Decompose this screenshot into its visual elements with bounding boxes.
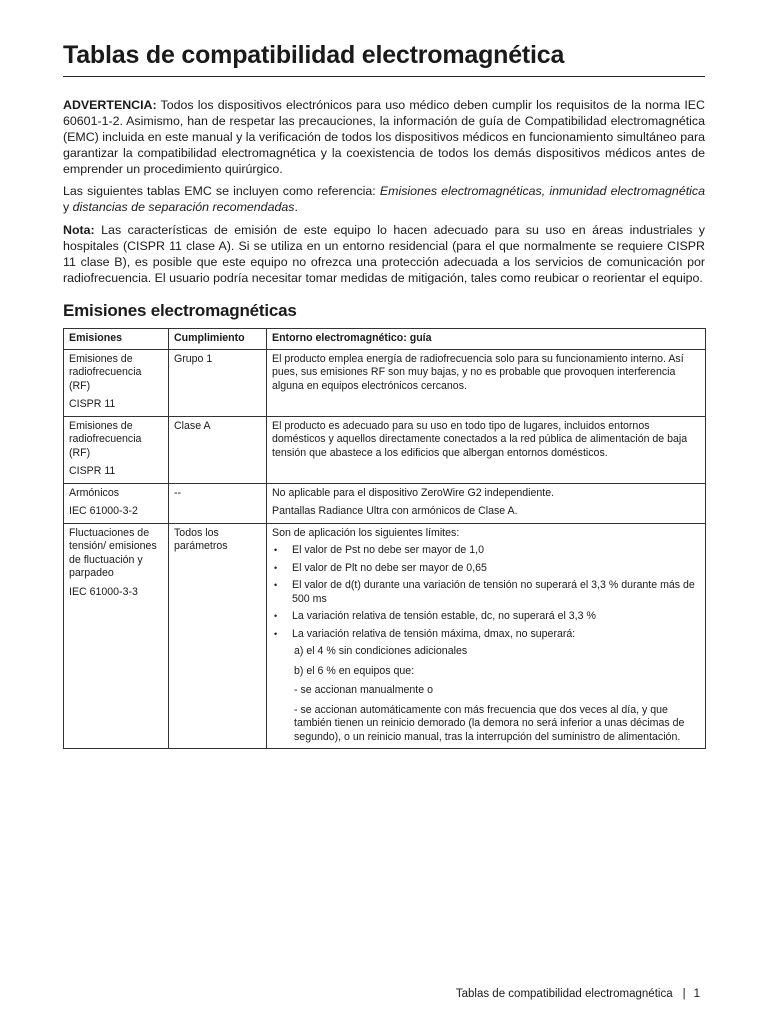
column-header-emissions: Emisiones [64,329,169,350]
note-text: Las características de emisión de este equipo lo hacen adecuado para su uso en áreas industriales y hospitales (CISPR 11 clase A). Si se utiliza en un entorno residencial (para el que normalmente se requiere CISPR 11 clase B), es posible que este equipo no ofrezca una protección adecuada a los servicios de comunicación por radiofrecuencia. El usuario podría necesitar tomar medidas de mitigación, tales como reubicar o reorientar el equipo. [63,223,705,285]
emissions-table [63,328,706,749]
guide-text: El producto emplea energía de radiofrecuencia solo para su funcionamiento interno. Así pues, sus emisiones RF son muy bajas, y no es probable que provoquen interferencia alguna en equipos electrónicos cercanos. [272,352,684,392]
warning-text: Todos los dispositivos electrónicos para uso médico deben cumplir los requisitos de la norma IEC 60601-1-2. Asimismo, han de respetar las precauciones, la información de guía de Compatibilidad electromagnética (EMC) incluida en este manual y la verificación de todos los dispositivos médicos en funcionamiento simultáneo para garantizar la compatibilidad electromagnética y la coexistencia de todos los demás dispositivos médicos antes de emprender un procedimiento quirúrgico. [63,98,705,176]
note-label: Nota: [63,223,95,237]
emission-cell [64,483,169,523]
limits-list [272,544,700,641]
limit-item: • El valor de d(t) durante una variación de tensión no superará el 3,3 % durante más de 500 ms [272,579,700,606]
emission-cell [64,523,169,749]
document-page [63,40,705,749]
emission-name: Emisiones de radiofrecuencia (RF) [69,419,142,459]
table-row [64,483,706,523]
intro-text: Las siguientes tablas EMC se incluyen como referencia: [63,184,380,198]
warning-paragraph [63,97,705,177]
column-header-compliance: Cumplimiento [169,329,267,350]
emission-name: Armónicos [69,486,120,499]
emission-standard: CISPR 11 [69,465,116,477]
emission-cell [64,349,169,416]
table-row [64,523,706,749]
guide-text: El producto es adecuado para su uso en todo tipo de lugares, incluidos entornos domésticos y aquellos directamente conectados a la red pública de alimentación de baja tensión que abastece a los edificios que albergan entornos domésticos. [272,419,688,459]
emission-standard: CISPR 11 [69,398,116,410]
note-paragraph [63,222,705,286]
intro-paragraph [63,183,705,215]
limit-subitem: b) el 6 % en equipos que: [294,664,415,677]
emission-name: Fluctuaciones de tensión/ emisiones de fluctuación y parpadeo [69,526,157,579]
intro-and: y [63,200,73,214]
compliance-cell: Todos los parámetros [169,523,267,749]
intro-italic-distances: distancias de separación recomendadas [72,200,295,214]
limit-subitem: - se accionan manualmente o [294,684,433,696]
compliance-cell: -- [169,483,267,523]
limit-item: • La variación relativa de tensión máxima, dmax, no superará: [272,628,700,642]
guide-cell [267,349,706,416]
guide-intro: Son de aplicación los siguientes límites: [272,526,460,539]
page-footer [456,987,700,1001]
limit-item: • La variación relativa de tensión estable, dc, no superará el 3,3 % [272,610,700,624]
limit-item: • El valor de Pst no debe ser mayor de 1,0 [272,544,700,558]
emission-name: Emisiones de radiofrecuencia (RF) [69,352,142,392]
page-number: 1 [693,988,700,1000]
section-title: Emisiones electromagnéticas [63,301,297,320]
intro-end: . [294,200,298,214]
guide-cell [267,523,706,749]
table-row [64,416,706,483]
limit-subitem: - se accionan automáticamente con más frecuencia que dos veces al día, y que también tienen un reinicio demorado (la demora no será inferior a unas décimas de segundo), o un reinicio manual, tras la interrupción del suministro de alimentación. [294,703,685,743]
emission-cell [64,416,169,483]
table-row [64,349,706,416]
guide-cell [267,416,706,483]
footer-separator: | [682,988,686,1000]
guide-cell [267,483,706,523]
footer-title: Tablas de compatibilidad electromagnética [455,988,673,1000]
warning-label: ADVERTENCIA: [63,98,157,112]
compliance-cell: Grupo 1 [169,349,267,416]
compliance-cell: Clase A [169,416,267,483]
page-title: Tablas de compatibilidad electromagnética [63,40,705,77]
intro-italic-tables: Emisiones electromagnéticas, inmunidad electromagnética [379,184,705,198]
emission-standard: IEC 61000-3-3 [69,585,138,598]
guide-text: Pantallas Radiance Ultra con armónicos de Clase A. [272,505,518,517]
guide-text: No aplicable para el dispositivo ZeroWire G2 independiente. [272,486,555,499]
column-header-guide: Entorno electromagnético: guía [267,329,706,350]
limit-subitem: a) el 4 % sin condiciones adicionales [294,645,468,657]
limit-item: • El valor de Plt no debe ser mayor de 0,65 [272,562,700,576]
table-header-row [64,329,706,350]
emission-standard: IEC 61000-3-2 [69,505,138,517]
